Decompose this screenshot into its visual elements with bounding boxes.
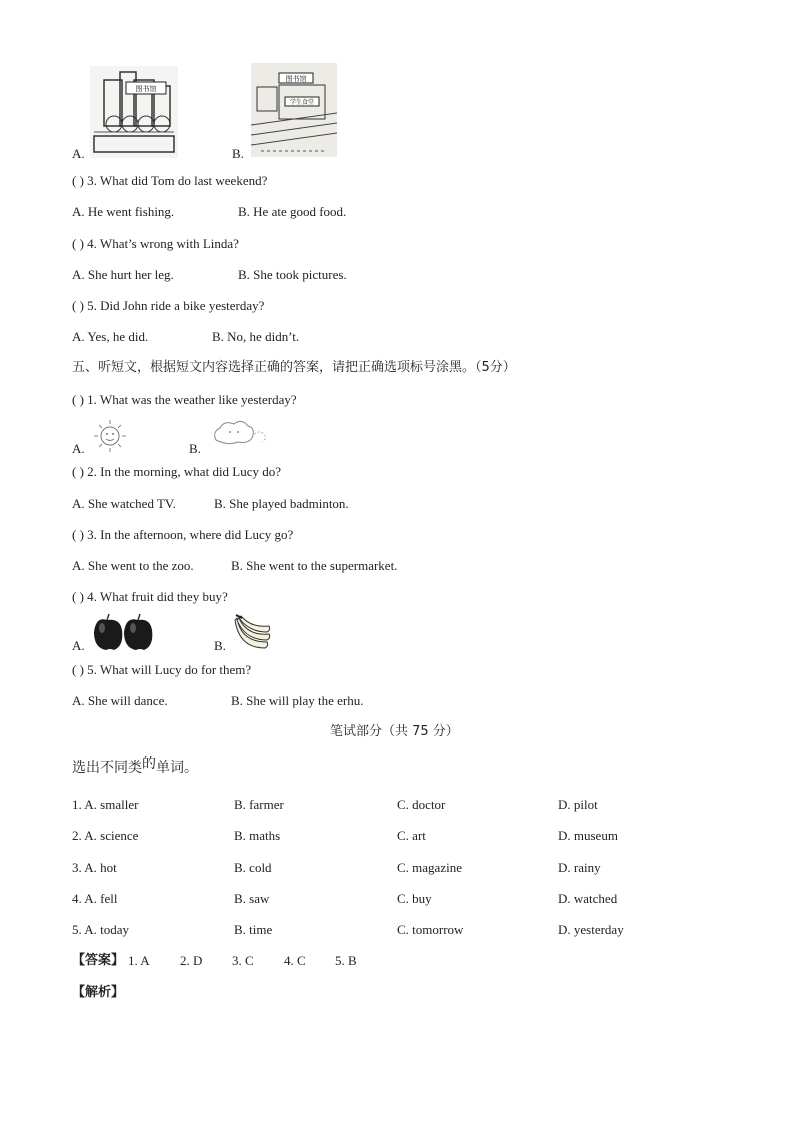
question-4-3-option-b: B. He ate good food. bbox=[238, 204, 347, 219]
question-4-5-option-a: A. Yes, he did. bbox=[72, 329, 149, 344]
option-a-label: A. bbox=[72, 146, 85, 161]
question-5-2-option-a: A. She watched TV. bbox=[72, 496, 176, 511]
row-1-col-c: C. doctor bbox=[397, 797, 446, 812]
question-5-1-option-b: B. bbox=[189, 441, 201, 456]
question-5-4-option-b: B. bbox=[214, 638, 226, 653]
question-5-1: ( ) 1. What was the weather like yesterday? bbox=[72, 392, 297, 407]
row-2-col-d: D. museum bbox=[558, 828, 618, 843]
row-4-col-a: 4. A. fell bbox=[72, 891, 118, 906]
question-5-5: ( ) 5. What will Lucy do for them? bbox=[72, 662, 252, 677]
apples-icon bbox=[90, 612, 158, 652]
sun-icon bbox=[90, 418, 130, 454]
written-section-title: 笔试部分（共 75 分） bbox=[330, 724, 459, 739]
row-2-col-b: B. maths bbox=[234, 828, 281, 843]
row-5-col-d: D. yesterday bbox=[558, 922, 624, 937]
answer-5: 5. B bbox=[335, 953, 357, 968]
library-sign-b: 图书馆 bbox=[285, 75, 307, 83]
question-5-5-option-b: B. She will play the erhu. bbox=[231, 693, 364, 708]
instruction-part-b: 单词。 bbox=[156, 760, 198, 776]
library-sign-a: 图书馆 bbox=[135, 85, 157, 93]
question-4-5-option-b: B. No, he didn’t. bbox=[212, 329, 300, 344]
question-5-5-option-a: A. She will dance. bbox=[72, 693, 168, 708]
question-4-4-option-b: B. She took pictures. bbox=[238, 267, 347, 282]
row-3-col-d: D. rainy bbox=[558, 860, 601, 875]
row-5-col-c: C. tomorrow bbox=[397, 922, 464, 937]
instruction-part-a: 选出不同类 bbox=[72, 760, 142, 776]
question-4-4: ( ) 4. What’s wrong with Linda? bbox=[72, 236, 239, 251]
question-4-4-option-a: A. She hurt her leg. bbox=[72, 267, 174, 282]
analysis-label: 【解析】 bbox=[72, 985, 125, 1000]
written-instruction bbox=[72, 756, 198, 776]
row-1-col-b: B. farmer bbox=[234, 797, 284, 812]
answer-1: 1. A bbox=[128, 953, 150, 968]
library-building-image-a bbox=[90, 66, 178, 158]
row-5-col-b: B. time bbox=[234, 922, 273, 937]
answer-label: 【答案】 bbox=[72, 953, 125, 968]
question-5-3: ( ) 3. In the afternoon, where did Lucy go? bbox=[72, 527, 294, 542]
row-3-col-c: C. magazine bbox=[397, 860, 462, 875]
row-1-col-a: 1. A. smaller bbox=[72, 797, 139, 812]
question-4-5: ( ) 5. Did John ride a bike yesterday? bbox=[72, 298, 265, 313]
question-5-2-option-b: B. She played badminton. bbox=[214, 496, 349, 511]
canteen-sign-b: 学生食堂 bbox=[289, 99, 315, 106]
row-2-col-a: 2. A. science bbox=[72, 828, 139, 843]
row-3-col-b: B. cold bbox=[234, 860, 272, 875]
question-5-1-option-a: A. bbox=[72, 441, 85, 456]
question-5-4-option-a: A. bbox=[72, 638, 85, 653]
answer-2: 2. D bbox=[180, 953, 203, 968]
wind-cloud-icon bbox=[208, 416, 270, 454]
question-4-3: ( ) 3. What did Tom do last weekend? bbox=[72, 173, 268, 188]
answer-4: 4. C bbox=[284, 953, 306, 968]
question-5-4: ( ) 4. What fruit did they buy? bbox=[72, 589, 228, 604]
answer-3: 3. C bbox=[232, 953, 254, 968]
row-5-col-a: 5. A. today bbox=[72, 922, 130, 937]
question-5-3-option-a: A. She went to the zoo. bbox=[72, 558, 194, 573]
row-2-col-c: C. art bbox=[397, 828, 426, 843]
library-building-image-b bbox=[251, 63, 337, 157]
bananas-icon bbox=[233, 612, 273, 652]
row-1-col-d: D. pilot bbox=[558, 797, 598, 812]
question-5-2: ( ) 2. In the morning, what did Lucy do? bbox=[72, 464, 282, 479]
row-4-col-c: C. buy bbox=[397, 891, 432, 906]
row-4-col-d: D. watched bbox=[558, 891, 618, 906]
row-4-col-b: B. saw bbox=[234, 891, 270, 906]
question-5-3-option-b: B. She went to the supermarket. bbox=[231, 558, 398, 573]
question-4-3-option-a: A. He went fishing. bbox=[72, 204, 175, 219]
row-3-col-a: 3. A. hot bbox=[72, 860, 117, 875]
option-b-label: B. bbox=[232, 146, 244, 161]
instruction-part-de: 的 bbox=[142, 756, 156, 772]
part-5-heading: 五、听短文，根据短文内容选择正确的答案，请把正确选项标号涂黑。（5分） bbox=[72, 360, 516, 375]
